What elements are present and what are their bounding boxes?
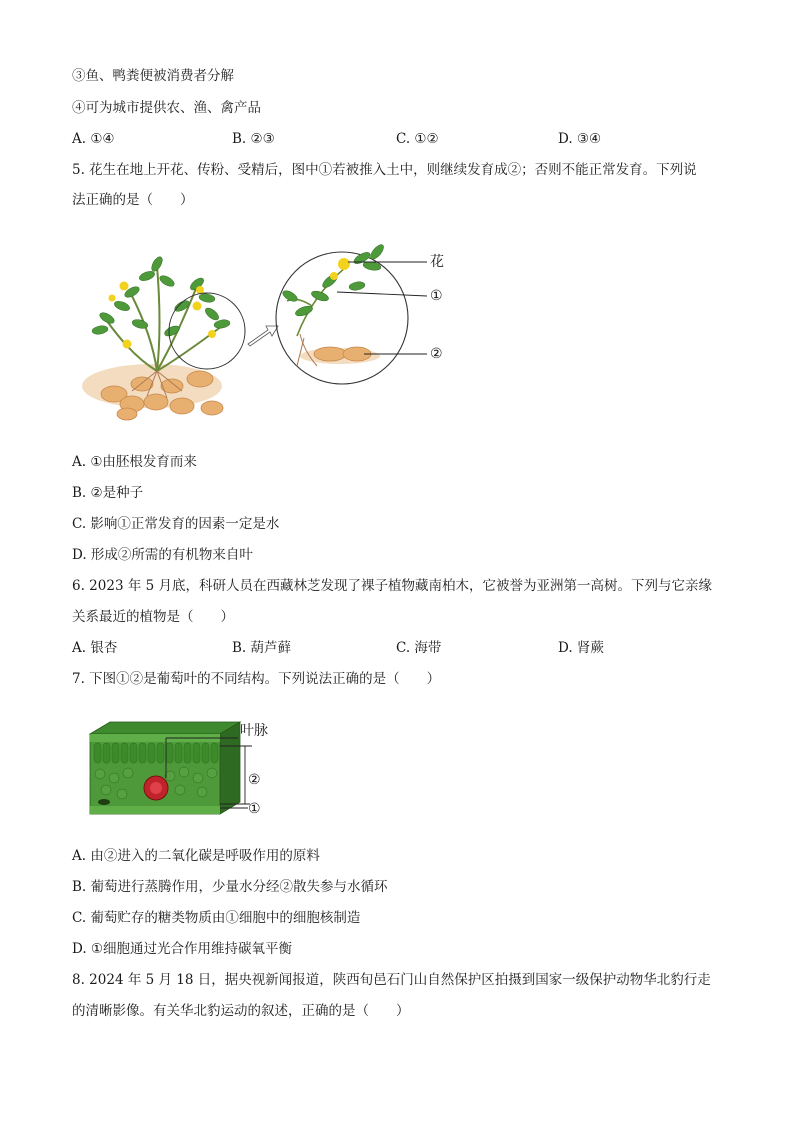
leaf-cross-section-figure (80, 716, 260, 836)
q5-option-b: B. ②是种子 (72, 485, 144, 501)
q4-option-a: A. ①④ (72, 131, 115, 147)
q6-option-d: D. 肾蕨 (558, 640, 604, 656)
label-circled-2: ② (430, 346, 443, 362)
label-circled-2: ② (248, 772, 261, 788)
label-vein: 叶脉 (240, 723, 268, 739)
q4-option-c: C. ①② (396, 131, 439, 147)
q5-stem-line-2: 法正确的是（ ） (72, 192, 194, 208)
q6-stem-line-1: 6. 2023 年 5 月底，科研人员在西藏林芝发现了裸子植物藏南柏木，它被誉为亚洲第一高树。下列与它亲缘 (72, 578, 712, 594)
q6-option-c: C. 海带 (396, 640, 442, 656)
q5-stem-line-1: 5. 花生在地上开花、传粉、受精后，图中①若被推入土中，则继续发育成②；否则不能正常发育。下列说 (72, 162, 697, 178)
q7-option-a: A. 由②进入的二氧化碳是呼吸作用的原料 (72, 848, 320, 864)
q4-item-3: ③鱼、鸭粪便被消费者分解 (72, 68, 234, 84)
label-circled-1: ① (248, 801, 261, 817)
label-circled-1: ① (430, 288, 443, 304)
q4-option-d: D. ③④ (558, 131, 602, 147)
q6-option-a: A. 银杏 (72, 640, 118, 656)
q5-option-a: A. ①由胚根发育而来 (72, 454, 197, 470)
q6-stem-line-2: 关系最近的植物是（ ） (72, 609, 234, 625)
label-flower: 花 (430, 254, 444, 270)
q4-item-4: ④可为城市提供农、渔、禽产品 (72, 100, 261, 116)
q5-option-d: D. 形成②所需的有机物来自叶 (72, 547, 253, 563)
q4-option-b: B. ②③ (232, 131, 275, 147)
peanut-plant-figure (72, 226, 492, 426)
q6-option-b: B. 葫芦藓 (232, 640, 292, 656)
q7-option-d: D. ①细胞通过光合作用维持碳氧平衡 (72, 941, 293, 957)
q8-stem-line-1: 8. 2024 年 5 月 18 日，据央视新闻报道，陕西旬邑石门山自然保护区拍摄到国家一级保护动物华北豹行走 (72, 972, 711, 988)
q8-stem-line-2: 的清晰影像。有关华北豹运动的叙述，正确的是（ ） (72, 1003, 410, 1019)
q7-option-c: C. 葡萄贮存的糖类物质由①细胞中的细胞核制造 (72, 910, 361, 926)
q5-option-c: C. 影响①正常发育的因素一定是水 (72, 516, 280, 532)
q7-stem: 7. 下图①②是葡萄叶的不同结构。下列说法正确的是（ ） (72, 671, 441, 687)
q7-option-b: B. 葡萄进行蒸腾作用，少量水分经②散失参与水循环 (72, 879, 388, 895)
